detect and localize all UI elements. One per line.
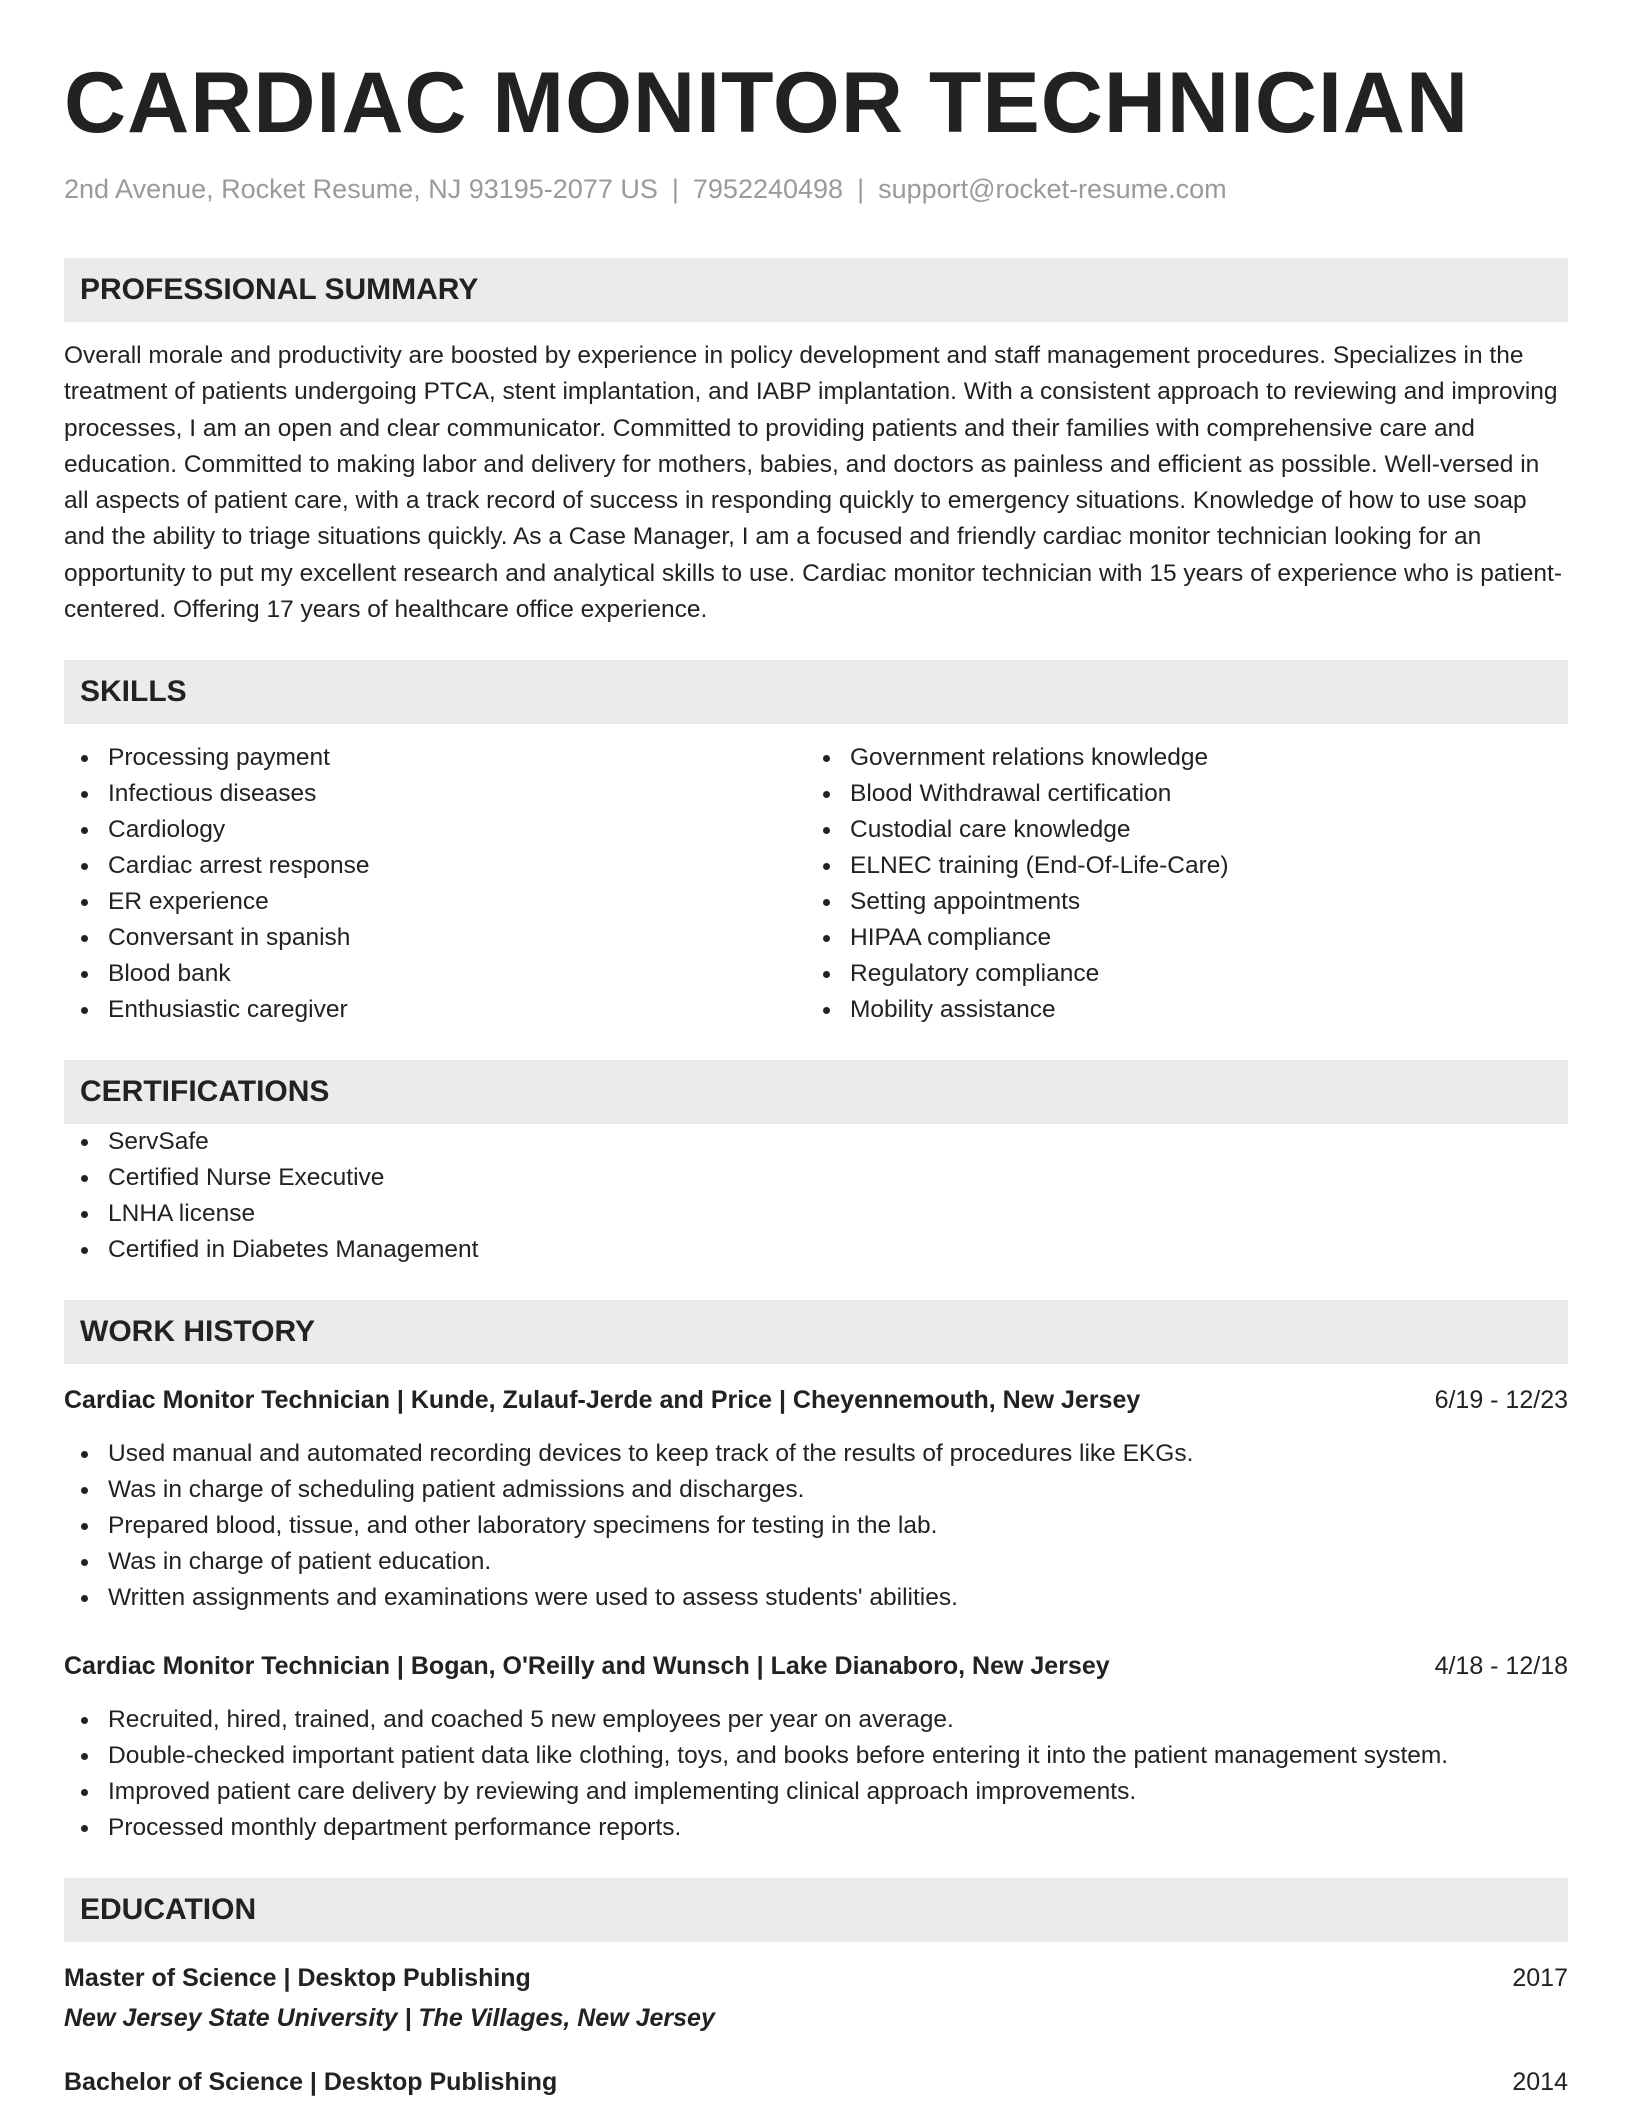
- job-bullet: Improved patient care delivery by reviewing and implementing clinical approach improvements.: [64, 1774, 1568, 1810]
- job-header: [64, 1382, 1568, 1418]
- summary-text: Overall morale and productivity are boosted by experience in policy development and staff management procedures. Specializes in the treatment of patients undergoing PTCA, stent implantation, and IABP implantation. With a consistent approach to reviewing and improving processes, I am an open and clear communicator. Committed to providing patients and their families with comprehensive care and education. Committed to making labor and delivery for mothers, babies, and doctors as painless and efficient as possible. Well-versed in all aspects of patient care, with a track record of success in responding quickly to emergency situations. Knowledge of how to use soap and the ability to triage situations quickly. As a Case Manager, I am a focused and friendly cardiac monitor technician looking for an opportunity to put my excellent research and analytical skills to use. Cardiac monitor technician with 15 years of experience who is patient-centered. Offering 17 years of healthcare office experience.: [64, 342, 1562, 624]
- skill-item: Processing payment: [64, 740, 806, 776]
- job-bullet: Prepared blood, tissue, and other laboratory specimens for testing in the lab.: [64, 1508, 1568, 1544]
- skill-item: Custodial care knowledge: [806, 812, 1548, 848]
- education-year: 2017: [1512, 1964, 1568, 1993]
- skill-item: Blood bank: [64, 956, 806, 992]
- skill-item: Setting appointments: [806, 884, 1548, 920]
- education-header: [64, 1960, 1568, 1996]
- job-bullet: Was in charge of patient education.: [64, 1544, 1568, 1580]
- skill-item: Mobility assistance: [806, 992, 1548, 1028]
- skill-item: Enthusiastic caregiver: [64, 992, 806, 1028]
- summary-heading: PROFESSIONAL SUMMARY: [64, 258, 1568, 322]
- skill-item: Blood Withdrawal certification: [806, 776, 1548, 812]
- skill-item: Government relations knowledge: [806, 740, 1548, 776]
- skill-item: ELNEC training (End-Of-Life-Care): [806, 848, 1548, 884]
- contact-separator: |: [857, 174, 865, 204]
- job-bullet: Used manual and automated recording devices to keep track of the results of procedures like EKGs.: [64, 1436, 1568, 1472]
- skill-item: ER experience: [64, 884, 806, 920]
- job-bullet: Double-checked important patient data like clothing, toys, and books before entering it into the patient management system.: [64, 1738, 1568, 1774]
- education-degree: Bachelor of Science | Desktop Publishing: [64, 2068, 558, 2097]
- education-entry: [64, 1960, 1568, 2036]
- contact-separator: |: [671, 174, 679, 204]
- skill-item: Infectious diseases: [64, 776, 806, 812]
- job-header: [64, 1648, 1568, 1684]
- contact-line: [64, 172, 1568, 206]
- job-bullet: Was in charge of scheduling patient admissions and discharges.: [64, 1472, 1568, 1508]
- skills-list-right: [806, 740, 1548, 1028]
- resume-name: CARDIAC MONITOR TECHNICIAN: [64, 55, 1470, 151]
- job-entry: [64, 1648, 1568, 1846]
- education-year: 2014: [1512, 2068, 1568, 2097]
- job-bullet: Processed monthly department performance reports.: [64, 1810, 1568, 1846]
- skills-heading: SKILLS: [64, 660, 1568, 724]
- education-entry: [64, 2064, 1568, 2100]
- certification-item: ServSafe: [64, 1124, 1568, 1160]
- skill-item: Cardiology: [64, 812, 806, 848]
- skill-item: Regulatory compliance: [806, 956, 1548, 992]
- job-dates: 4/18 - 12/18: [1434, 1652, 1568, 1681]
- skills-list-left: [64, 740, 806, 1028]
- job-bullets: [64, 1436, 1568, 1616]
- skill-item: Cardiac arrest response: [64, 848, 806, 884]
- contact-phone: 7952240498: [692, 174, 844, 204]
- certification-item: Certified in Diabetes Management: [64, 1232, 1568, 1268]
- certification-item: Certified Nurse Executive: [64, 1160, 1568, 1196]
- job-dates: 6/19 - 12/23: [1434, 1386, 1568, 1415]
- skill-item: HIPAA compliance: [806, 920, 1548, 956]
- job-title: Cardiac Monitor Technician | Kunde, Zulauf-Jerde and Price | Cheyennemouth, New Jersey: [64, 1386, 1141, 1415]
- education-heading: EDUCATION: [64, 1878, 1568, 1942]
- job-title: Cardiac Monitor Technician | Bogan, O'Reilly and Wunsch | Lake Dianaboro, New Jersey: [64, 1652, 1110, 1681]
- education-degree: Master of Science | Desktop Publishing: [64, 1964, 531, 1993]
- contact-address: 2nd Avenue, Rocket Resume, NJ 93195-2077 US: [64, 174, 658, 204]
- job-bullet: Recruited, hired, trained, and coached 5 new employees per year on average.: [64, 1702, 1568, 1738]
- skills-grid: [64, 740, 1568, 1028]
- certifications-heading: CERTIFICATIONS: [64, 1060, 1568, 1124]
- job-bullet: Written assignments and examinations were used to assess students' abilities.: [64, 1580, 1568, 1616]
- job-bullets: [64, 1702, 1568, 1846]
- certification-item: LNHA license: [64, 1196, 1568, 1232]
- education-header: [64, 2064, 1568, 2100]
- job-entry: [64, 1382, 1568, 1616]
- work-history-heading: WORK HISTORY: [64, 1300, 1568, 1364]
- certifications-list: [64, 1124, 1568, 1268]
- skill-item: Conversant in spanish: [64, 920, 806, 956]
- education-school: New Jersey State University | The Villages, New Jersey: [64, 2004, 715, 2033]
- resume-content: [64, 52, 1568, 2100]
- contact-email[interactable]: support@rocket-resume.com: [878, 174, 1227, 204]
